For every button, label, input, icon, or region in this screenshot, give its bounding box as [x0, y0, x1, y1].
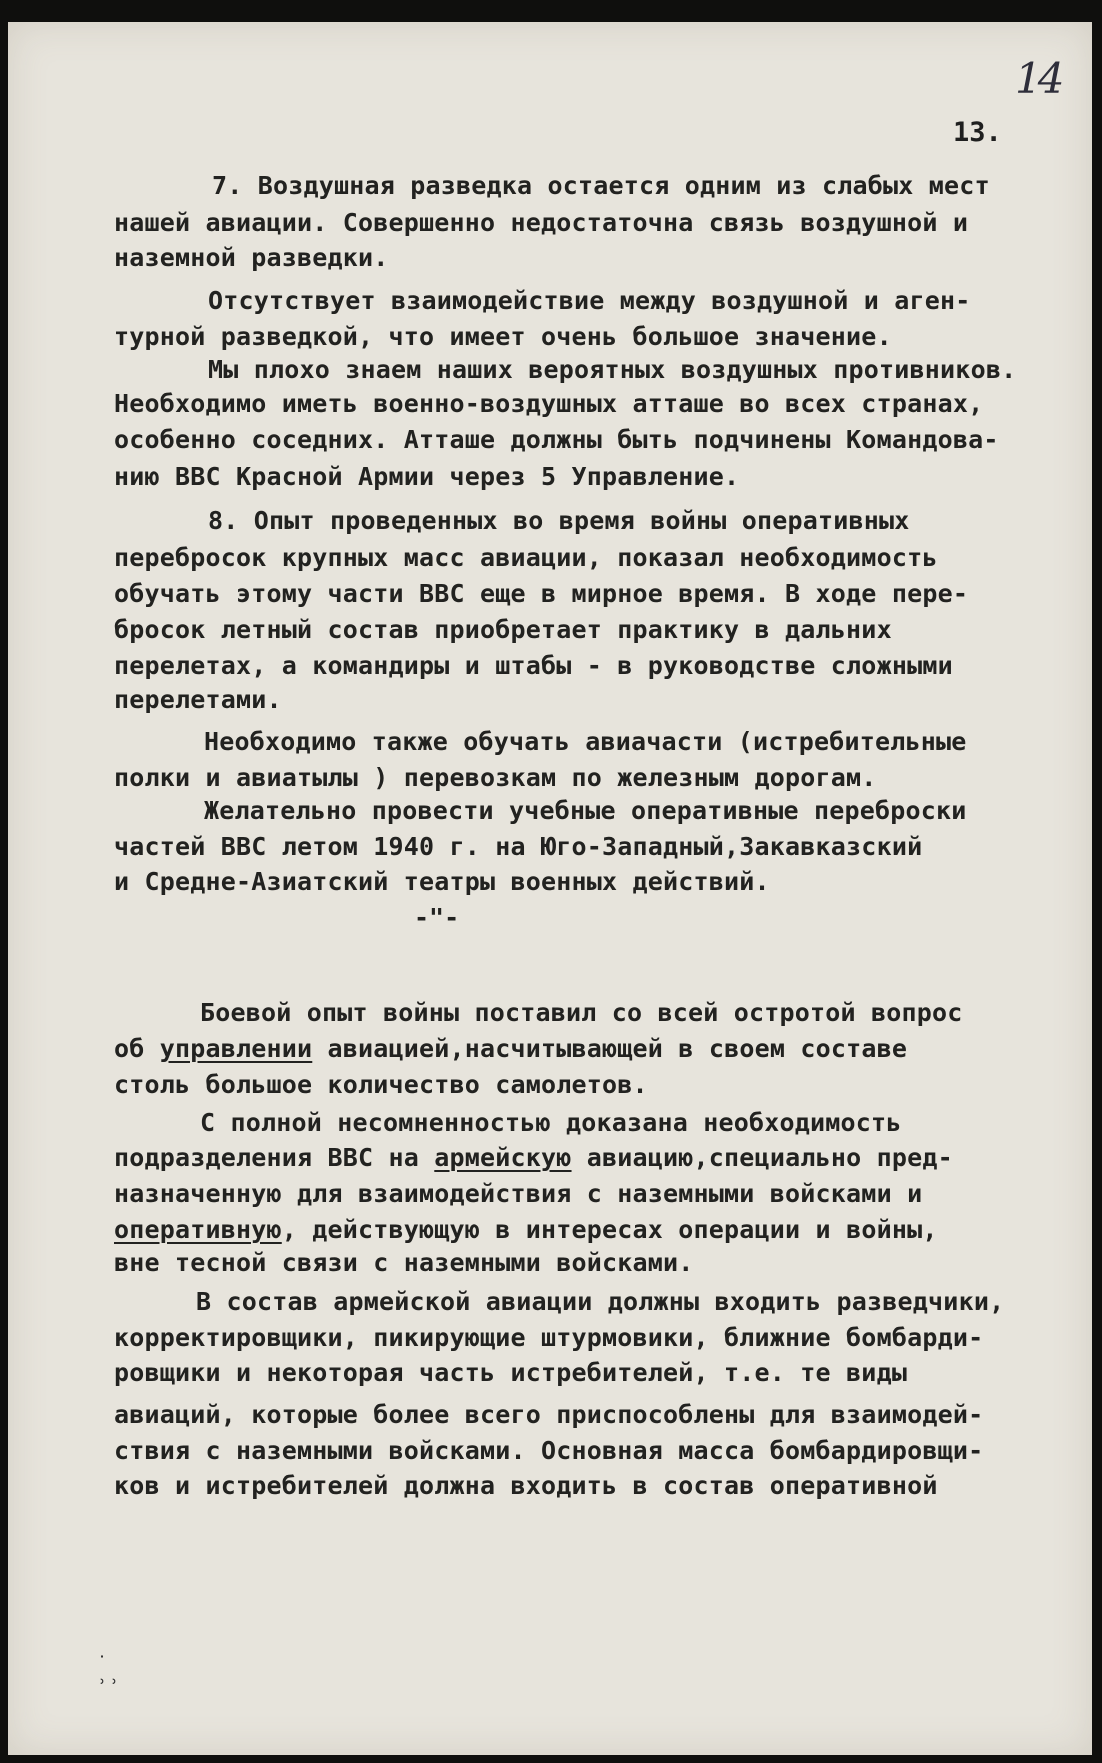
text-line: Боевой опыт войны поставил со всей остротой вопрос [200, 998, 963, 1027]
text-line: оперативную, действующую в интересах операции и войны, [114, 1215, 938, 1244]
text-line: перелетах, а командиры и штабы - в руководстве сложными [114, 651, 953, 680]
text-line: особенно соседних. Атташе должны быть подчинены Командова- [114, 425, 999, 454]
ink-speck: ˒˒ [96, 1670, 121, 1694]
ink-speck: ˙ [96, 1652, 109, 1676]
text-line: корректировщики, пикирующие штурмовики, ближние бомбарди- [114, 1323, 984, 1352]
text-line: ровщики и некоторая часть истребителей, т.е. те виды [114, 1358, 908, 1387]
text-line: столь большое количество самолетов. [114, 1070, 648, 1099]
text-line: авиаций, которые более всего приспособлены для взаимодей- [114, 1400, 984, 1429]
page-number: 13. [953, 117, 1002, 148]
text-line: об управлении авиацией,насчитывающей в своем составе [114, 1034, 908, 1063]
text-line: Необходимо иметь военно-воздушных атташе во всех странах, [114, 389, 984, 418]
handwritten-page-number: 14 [1015, 54, 1061, 103]
section-separator: -"- [414, 903, 460, 932]
underlined-word: оперативную [114, 1215, 282, 1244]
text-line: перебросок крупных масс авиации, показал необходимость [114, 543, 938, 572]
text-line: наземной разведки. [114, 243, 389, 272]
text-line: частей ВВС летом 1940 г. на Юго-Западный,Закавказский [114, 832, 923, 861]
text-line: подразделения ВВС на армейскую авиацию,специально пред- [114, 1143, 953, 1172]
text-line: турной разведкой, что имеет очень большое значение. [114, 322, 892, 351]
underlined-word: управлении [159, 1034, 313, 1063]
text-line: В состав армейской авиации должны входить разведчики, [196, 1287, 1005, 1316]
text-line: Необходимо также обучать авиачасти (истребительные [204, 727, 967, 756]
text-line: С полной несомненностью доказана необходимость [200, 1108, 902, 1137]
text-line: нашей авиации. Совершенно недостаточна связь воздушной и [114, 208, 969, 237]
text-line: ков и истребителей должна входить в состав оперативной [114, 1471, 938, 1500]
text-line: Отсутствует взаимодействие между воздушной и аген- [208, 286, 971, 315]
text-line: Мы плохо знаем наших вероятных воздушных противников. [208, 355, 1017, 384]
text-line: ствия с наземными войсками. Основная масса бомбардировщи- [114, 1436, 984, 1465]
text-line: обучать этому части ВВС еще в мирное время. В ходе пере- [114, 579, 969, 608]
underlined-word: армейскую [434, 1143, 572, 1172]
text-line: Желательно провести учебные оперативные переброски [204, 796, 967, 825]
text-line: назначенную для взаимодействия с наземными войсками и [114, 1179, 923, 1208]
text-line: вне тесной связи с наземными войсками. [114, 1248, 694, 1277]
text-line: и Средне-Азиатский театры военных действий. [114, 867, 770, 896]
text-line: нию ВВС Красной Армии через 5 Управление. [114, 462, 740, 491]
text-line: перелетами. [114, 685, 282, 714]
text-line: бросок летный состав приобретает практику в дальних [114, 615, 892, 644]
text-line: 7. Воздушная разведка остается одним из слабых мест [212, 171, 990, 200]
text-line: полки и авиатылы ) перевозкам по железным дорогам. [114, 763, 877, 792]
text-line: 8. Опыт проведенных во время войны оперативных [208, 506, 910, 535]
